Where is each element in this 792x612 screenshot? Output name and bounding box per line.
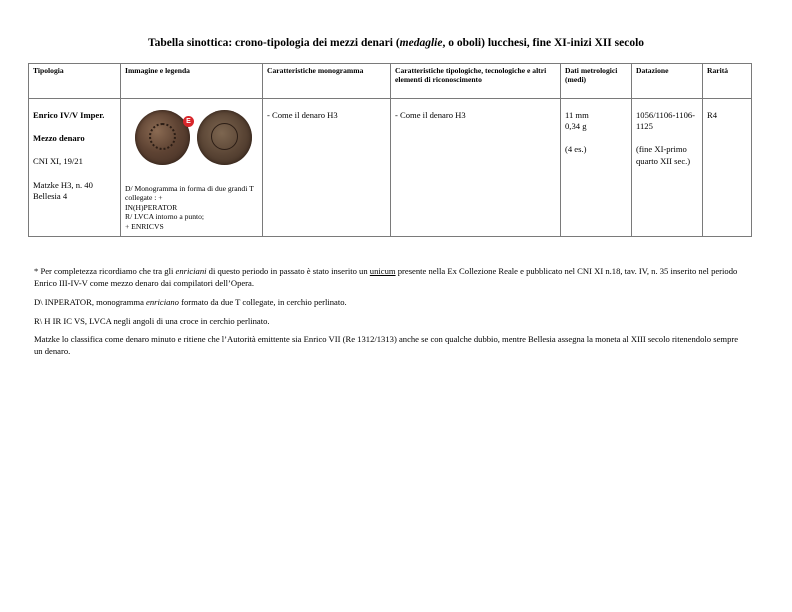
header-caratteristiche: Caratteristiche tipologiche, tecnologiche e altri elementi di riconoscimento (391, 64, 561, 99)
note-paragraph: Matzke lo classifica come denaro minuto e ritiene che l’Autorità emittente sia Enrico VII (Re 1312/1313) anche se con qualche dubbio, mentre Bellesia assegna la moneta al XIII secolo ritenendolo sempre un denaro. (34, 334, 739, 357)
title-italic-word: medaglie (399, 37, 443, 49)
header-rarita: Rarità (703, 64, 752, 99)
cell-tipologia (29, 99, 121, 237)
date-period: (fine XI-primo quarto XII sec.) (636, 144, 691, 166)
cell-caratteristiche: - Come il denaro H3 (391, 99, 561, 237)
note-paragraph: R\ H IR IC VS, LVCA negli angoli di una croce in cerchio perlinato. (34, 315, 270, 326)
header-metrologia: Dati metrologici (medi) (561, 64, 632, 99)
cell-datazione (632, 99, 703, 237)
table-row (29, 99, 752, 237)
cell-rarita: R4 (703, 99, 752, 237)
page-title: Tabella sinottica: crono-tipologia dei mezzi denari (medaglie, o oboli) lucchesi, fine XI-inizi XII secolo (147, 37, 645, 49)
header-immagine: Immagine e legenda (121, 64, 263, 99)
notes-section (34, 266, 746, 365)
cni-reference: CNI XI, 19/21 (33, 156, 83, 167)
cell-immagine (121, 99, 263, 237)
coin-type: Mezzo denaro (33, 133, 85, 144)
cell-metrologia (561, 99, 632, 237)
header-datazione: Datazione (632, 64, 703, 99)
header-tipologia: Tipologia (29, 64, 121, 99)
weight-value: 0,34 g (565, 121, 587, 132)
red-stamp-icon: E (183, 116, 194, 127)
coin-obverse-image (135, 110, 190, 165)
note-paragraph: D\ INPERATOR, monogramma enriciano formato da due T collegate, in cerchio perlinato. (34, 296, 347, 307)
diameter-value: 11 mm (565, 110, 589, 120)
coin-images (133, 108, 258, 170)
coin-legend: D/ Monogramma in forma di due grandi T collegate : + IN(H)PERATOR R/ LVCA intorno a punto; + ENRICVS (125, 184, 254, 231)
table-header-row (29, 64, 752, 99)
coin-reverse-image (197, 110, 252, 165)
note-paragraph: * Per completezza ricordiamo che tra gli enriciani di questo periodo in passato è stato inserito un unicum presente nella Ex Collezione Reale e pubblicato nel CNI XI n.18, tav. IV, n. 35 inserito nel periodo Enrico III-IV-V come mezzo denaro dai compilatori dell’Opera. (34, 266, 738, 288)
coin-ruler: Enrico IV/V Imper. (33, 110, 105, 120)
cell-monogramma: - Come il denaro H3 (263, 99, 391, 237)
catalog-references: Matzke H3, n. 40 Bellesia 4 (33, 179, 93, 201)
date-range: 1056/1106-1106-1125 (636, 110, 696, 132)
sample-count: (4 es.) (565, 144, 587, 155)
header-monogramma: Caratteristiche monogramma (263, 64, 391, 99)
synoptic-table (28, 63, 752, 237)
